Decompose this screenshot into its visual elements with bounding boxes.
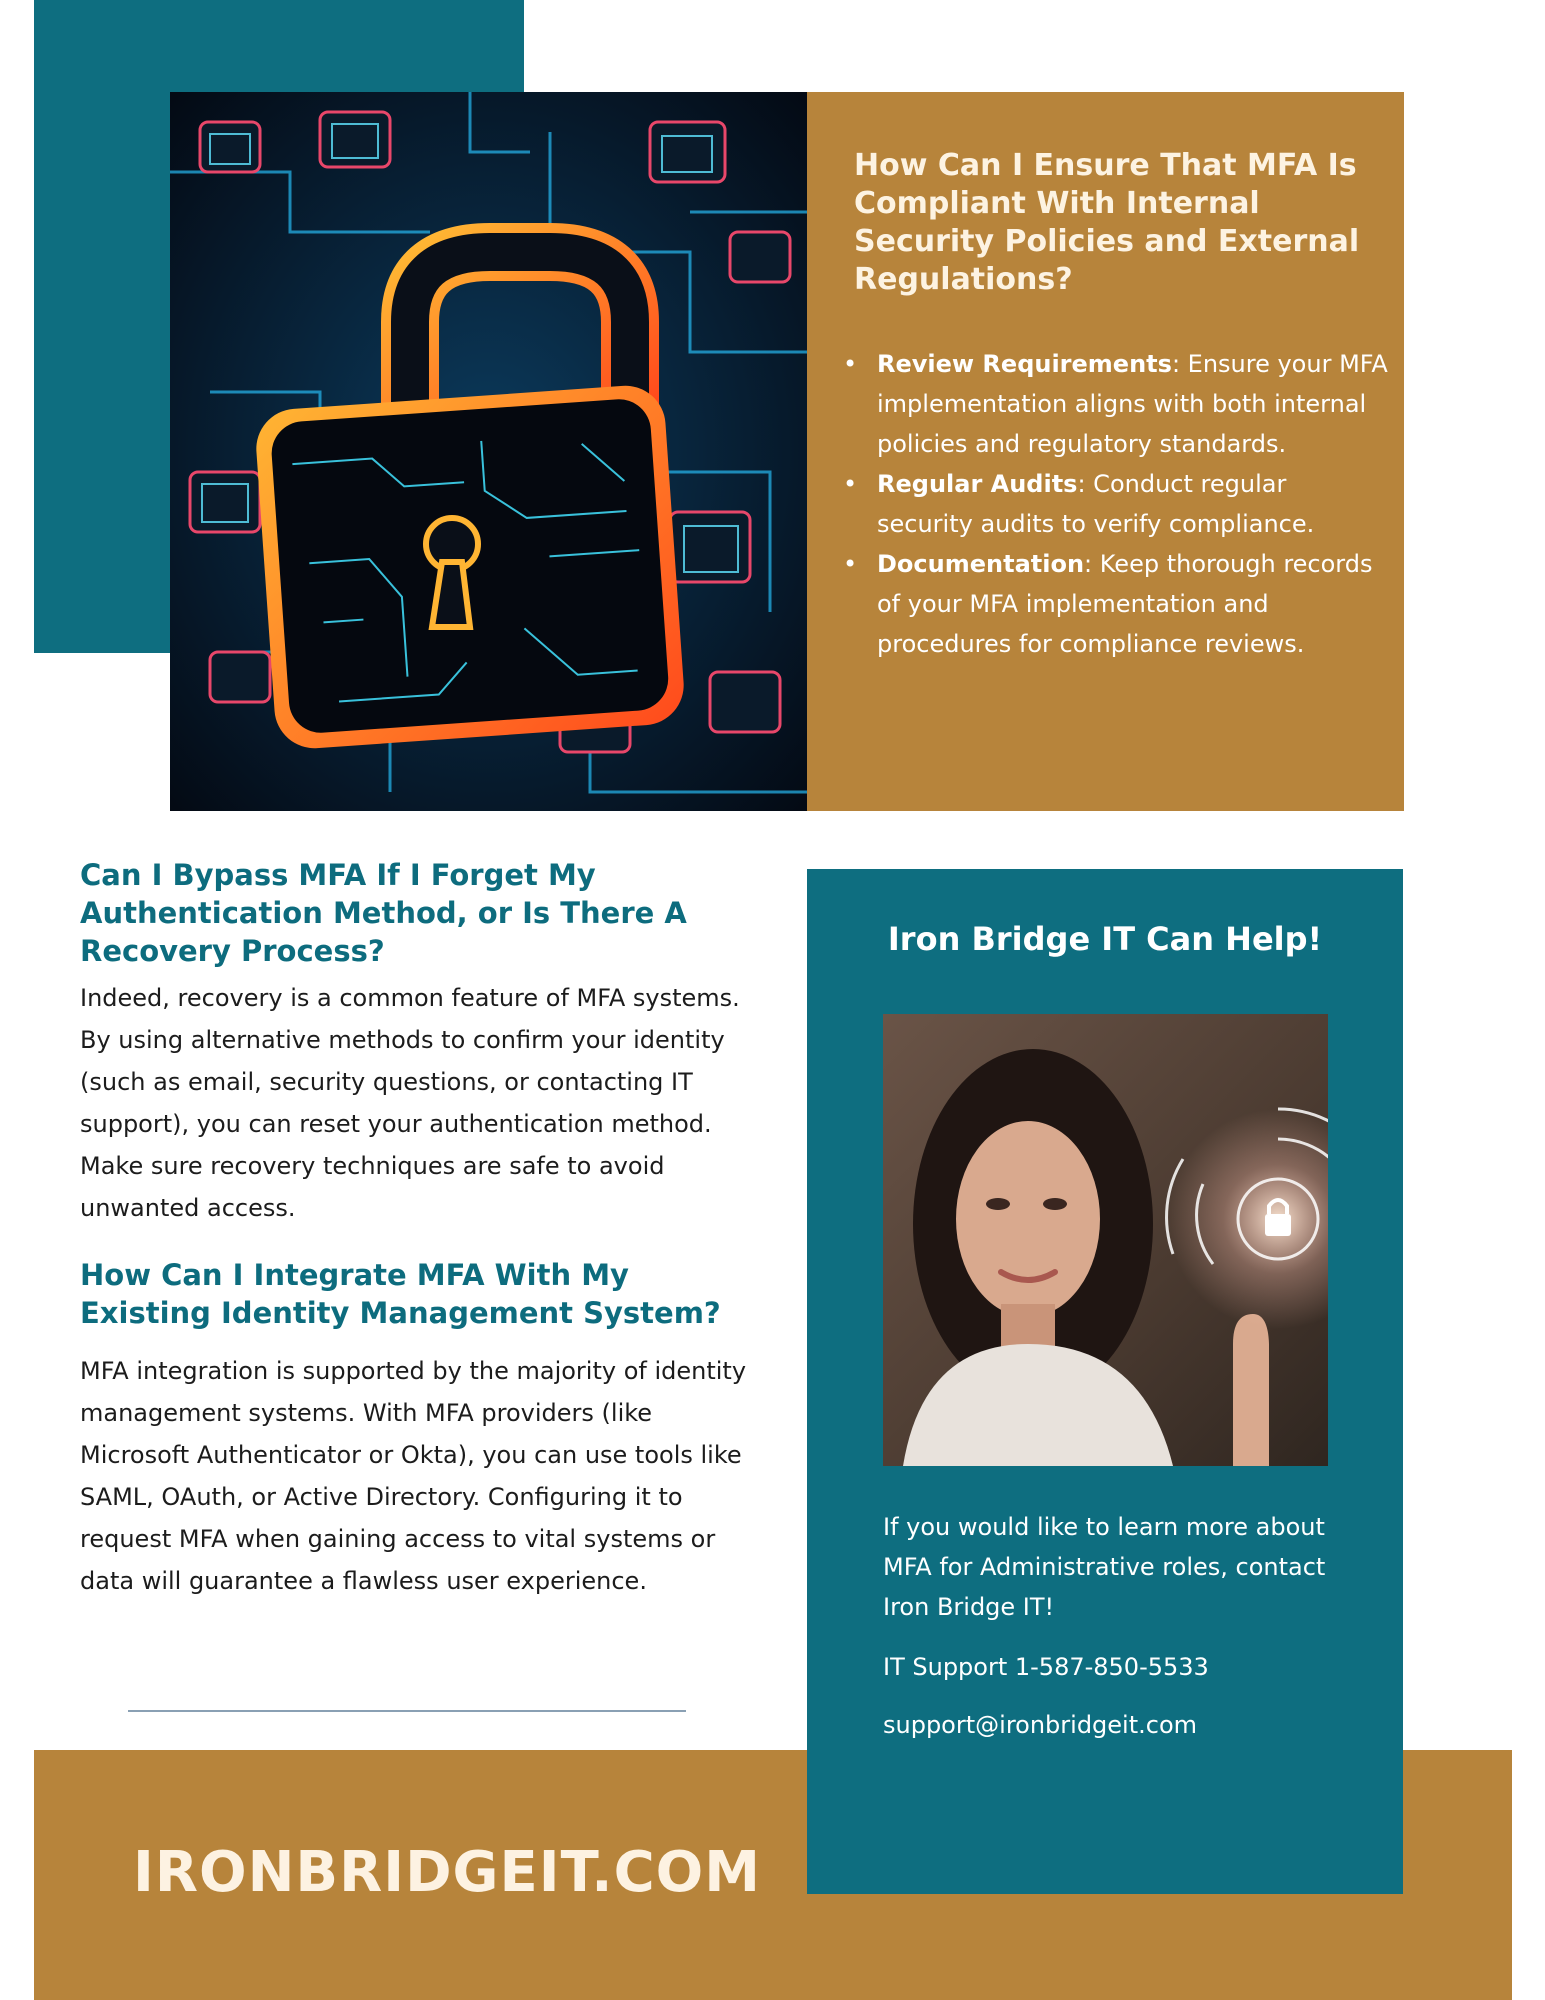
list-item xyxy=(843,544,1388,664)
help-text: If you would like to learn more about MFA for Administrative roles, contact Iron Bridge IT! xyxy=(883,1513,1326,1621)
bypass-heading: Can I Bypass MFA If I Forget My Authentication Method, or Is There A Recovery Process? xyxy=(80,858,687,968)
integrate-heading: How Can I Integrate MFA With My Existing Identity Management System? xyxy=(80,1258,721,1330)
support-phone[interactable]: IT Support 1-587-850-5533 xyxy=(883,1653,1209,1681)
compliance-panel xyxy=(807,92,1404,811)
help-card xyxy=(807,869,1403,1894)
compliance-heading: How Can I Ensure That MFA Is Compliant With Internal Security Policies and External Regulations? xyxy=(854,148,1360,297)
bullet-icon: • xyxy=(843,470,858,498)
support-email-link[interactable]: support@ironbridgeit.com xyxy=(883,1711,1198,1739)
list-item-text: : Keep thorough records of your MFA implementation and procedures for compliance reviews. xyxy=(877,550,1373,658)
list-item-term: Review Requirements xyxy=(877,350,1172,378)
divider xyxy=(128,1710,686,1712)
list-item-term: Documentation xyxy=(877,550,1085,578)
website-link[interactable]: IRONBRIDGEIT.COM xyxy=(133,1840,762,1905)
list-item-text: : Conduct regular security audits to verify compliance. xyxy=(877,470,1315,538)
help-heading: Iron Bridge IT Can Help! xyxy=(887,920,1323,958)
compliance-list xyxy=(843,344,1388,664)
bypass-body-text: Indeed, recovery is a common feature of MFA systems. By using alternative methods to confirm your identity (such as email, security questions, or contacting IT support), you can reset your authentication method. Make sure recovery techniques are safe to avoid unwanted access. xyxy=(80,984,740,1222)
list-item xyxy=(843,344,1388,464)
integrate-body-text: MFA integration is supported by the majority of identity management systems. With MFA providers (like Microsoft Authenticator or Okta), you can use tools like SAML, OAuth, or Active Directory. Configuring it to request MFA when gaining access to vital systems or data will guarantee a flawless user experience. xyxy=(80,1357,747,1595)
list-item xyxy=(843,464,1388,544)
bullet-icon: • xyxy=(843,550,858,578)
woman-touching-lock-hologram-image xyxy=(883,1014,1328,1466)
padlock-circuit-image xyxy=(170,92,807,811)
list-item-term: Regular Audits xyxy=(877,470,1078,498)
list-item-text: : Ensure your MFA implementation aligns with both internal policies and regulatory standards. xyxy=(877,350,1388,458)
bullet-icon: • xyxy=(843,350,858,378)
